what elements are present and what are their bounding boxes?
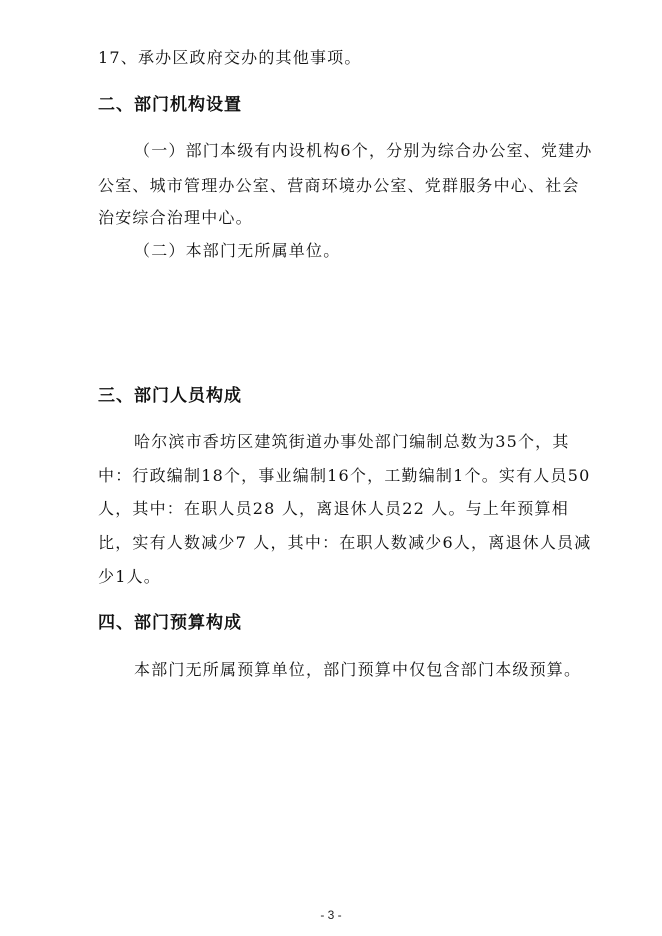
section-2-paragraph-1-line-2: 公室、城市管理办公室、营商环境办公室、党群服务中心、社会 (98, 176, 580, 195)
section-2-paragraph-2: （二）本部门无所属单位。 (134, 241, 341, 260)
section-2-paragraph-1-line-3: 治安综合治理中心。 (98, 208, 253, 227)
section-3-line-1: 哈尔滨市香坊区建筑街道办事处部门编制总数为35个，其 (134, 432, 570, 451)
section-3-line-2: 中：行政编制18个，事业编制16个，工勤编制1个。实有人员50 (98, 466, 591, 485)
section-4-text: 本部门无所属预算单位，部门预算中仅包含部门本级预算。 (134, 660, 582, 679)
page-number: - 3 - (320, 908, 342, 922)
section-3-line-5: 少1人。 (98, 567, 161, 586)
section-2-paragraph-1-line-1: （一）部门本级有内设机构6个，分别为综合办公室、党建办 (134, 141, 593, 160)
section-2-heading: 二、部门机构设置 (98, 95, 242, 115)
section-3-line-3: 人，其中：在职人员28 人，离退休人员22 人。与上年预算相 (98, 499, 569, 518)
section-3-line-4: 比，实有人数减少7 人，其中：在职人数减少6人，离退休人员减 (98, 533, 592, 552)
section-4-heading: 四、部门预算构成 (98, 613, 242, 633)
section-3-heading: 三、部门人员构成 (98, 386, 242, 406)
item-17-text: 17、承办区政府交办的其他事项。 (98, 48, 362, 67)
